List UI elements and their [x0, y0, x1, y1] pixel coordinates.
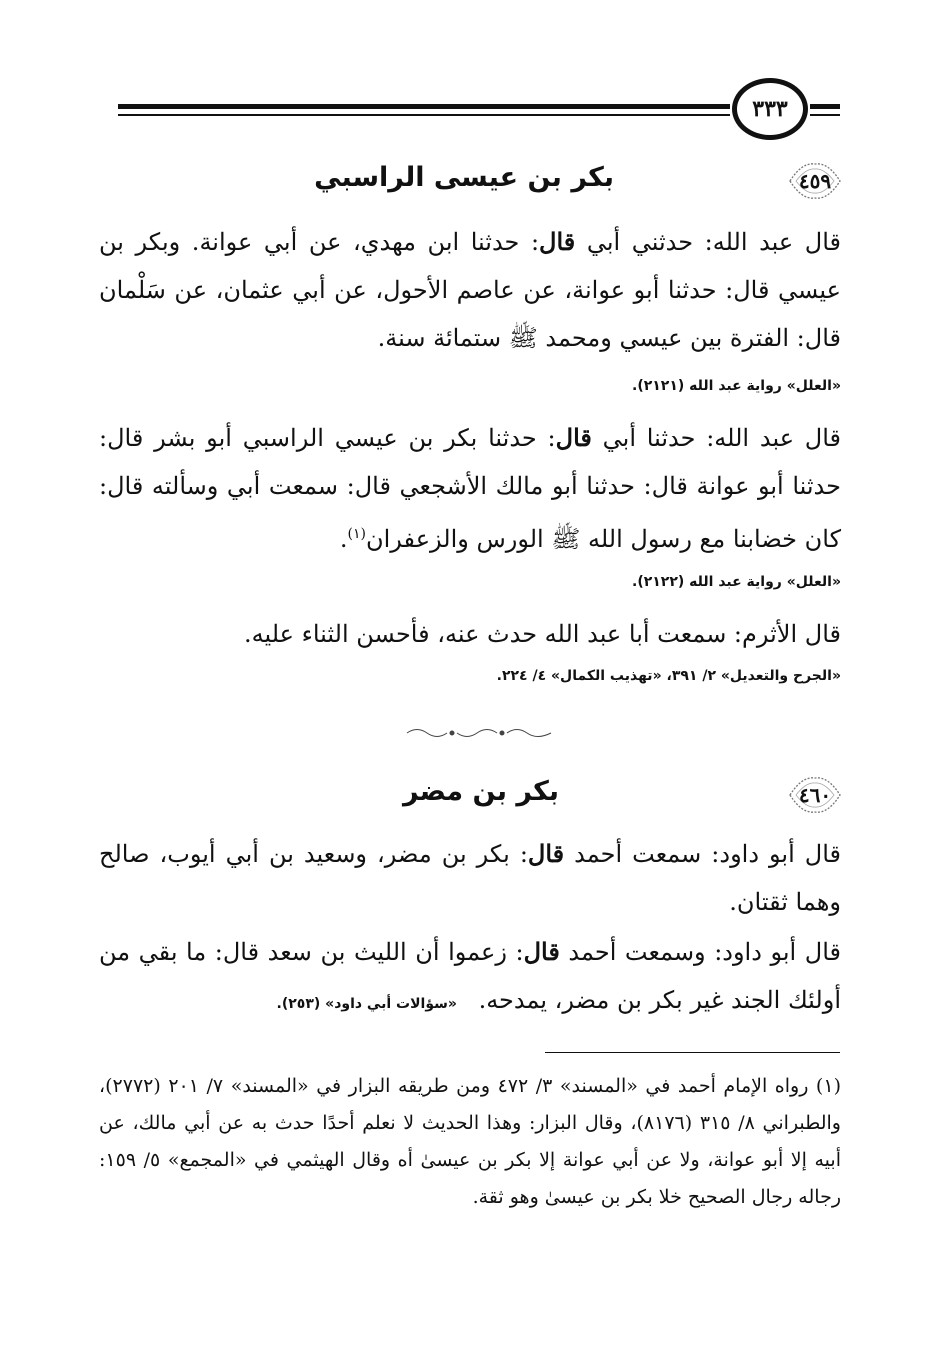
entry-heading: [0, 160, 939, 206]
footnote-rule: [545, 1052, 840, 1053]
entry-number: ٤٥٩: [798, 169, 832, 193]
entry-heading: [0, 774, 939, 820]
entry-title: بكر بن عيسى الراسبي: [314, 162, 614, 193]
paragraph: قال عبد الله: حدثني أبي قال: حدثنا ابن مهدي، عن أبي عوانة. وبكر بن عيسي قال: حدثنا أبو عوانة، عن عاصم الأحول، عن أبي عثمان، عن سَلْمان قال: الفترة بين عيسي ومحمد ﷺ ستمائة سنة.: [99, 227, 841, 352]
paragraph: قال أبو داود: سمعت أحمد قال: بكر بن مضر، وسعيد بن أبي أيوب، صالح وهما ثقتان.: [99, 839, 841, 916]
divider-ornament-icon: [405, 726, 555, 740]
entry-title: بكر بن مضر: [403, 776, 559, 807]
paragraph: قال أبو داود: وسمعت أحمد قال: زعموا أن الليث بن سعد قال: ما بقي من أولئك الجند غير بكر بن مضر، يمدحه. «سؤالات أبي داود» (٢٥٣).: [99, 937, 841, 1014]
paragraph: قال عبد الله: حدثنا أبي قال: حدثنا بكر بن عيسي الراسبي أبو بشر قال: حدثنا أبو عوانة قال: حدثنا أبو مالك الأشجعي قال: سمعت أبي وسألته قال: كان خضابنا مع رسول الله ﷺ الورس والزعفران$^{(١)}$.: [99, 423, 842, 553]
source-citation: «سؤالات أبي داود» (٢٥٣).: [276, 996, 457, 1012]
page-number: ٣٣٣: [732, 78, 808, 140]
header-rule-right: [810, 104, 840, 118]
header-rule: [118, 104, 730, 118]
source-citation: «العلل» رواية عبد الله (٢١٢٢).: [632, 574, 841, 590]
entry-number-badge: [786, 160, 844, 202]
source-citation: «الجرح والتعديل» ٢/ ٣٩١، «تهذيب الكمال» ٤/ ٢٢٤.: [496, 668, 841, 684]
entry-number-badge: [786, 774, 844, 816]
footnote: (١) رواه الإمام أحمد في «المسند» ٣/ ٤٧٢ ومن طريقه البزار في «المسند» ٧/ ٢٠١ (٢٧٧٢)، والطبراني ٨/ ٣١٥ (٨١٧٦)، وقال البزار: وهذا الحديث لا نعلم أحدًا حدث به عن أبي مالك، عن أبيه إلا أبو عوانة، ولا عن أبي عوانة إلا بكر بن عيسىٰ أه وقال الهيثمي في «المجمع» ٥/ ١٥٩: رجاله رجال الصحيح خلا بكر بن عيسىٰ وهو ثقة.: [99, 1075, 841, 1208]
footnote-marker: (١): [347, 526, 367, 542]
paragraph: قال الأثرم: سمعت أبا عبد الله حدث عنه، فأحسن الثناء عليه.: [243, 620, 841, 648]
source-citation: «العلل» رواية عبد الله (٢١٢١).: [632, 378, 841, 394]
entry-number: ٤٦٠: [798, 783, 832, 807]
